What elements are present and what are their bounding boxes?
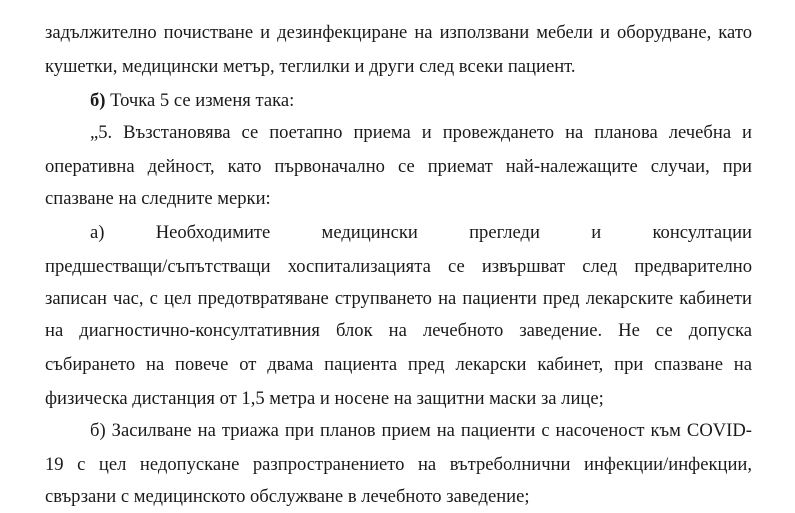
text-line: на диагностично-консултативния блок на лечебното заведение. Не се допуска bbox=[45, 320, 752, 341]
text-line: 19 с цел недопускане разпространението на вътреболнични инфекции/инфекции, bbox=[45, 454, 752, 475]
text-line: събирането на повече от двама пациента пред лекарски кабинет, при спазване на bbox=[45, 354, 752, 375]
text-line: спазване на следните мерки: bbox=[45, 188, 271, 209]
text-line: а) Необходимите медицински прегледи и консултации bbox=[90, 222, 752, 243]
text-line: кушетки, медицински метър, теглилки и други след всеки пациент. bbox=[45, 56, 576, 77]
text-line: „5. Възстановява се поетапно приема и провеждането на планова лечебна и bbox=[90, 122, 752, 143]
text-line: задължително почистване и дезинфекциране на използвани мебели и оборудване, като bbox=[45, 22, 752, 43]
text-line: свързани с медицинското обслужване в лечебното заведение; bbox=[45, 486, 530, 507]
text-line: оперативна дейност, като първоначално се приемат най-належащите случаи, при bbox=[45, 156, 752, 177]
point-heading-text: Точка 5 се изменя така: bbox=[110, 90, 295, 111]
point-heading bbox=[90, 90, 752, 112]
text-line: физическа дистанция от 1,5 метра и носене на защитни маски за лице; bbox=[45, 388, 604, 409]
text-line: б) Засилване на триажа при планов прием на пациенти с насоченост към COVID- bbox=[90, 420, 752, 441]
text-line: предшестващи/съпътстващи хоспитализацията се извършват след предварително bbox=[45, 256, 752, 277]
point-marker: б) bbox=[90, 90, 106, 111]
text-line: записан час, с цел предотвратяване струпването на пациенти пред лекарските кабинети bbox=[45, 288, 752, 309]
